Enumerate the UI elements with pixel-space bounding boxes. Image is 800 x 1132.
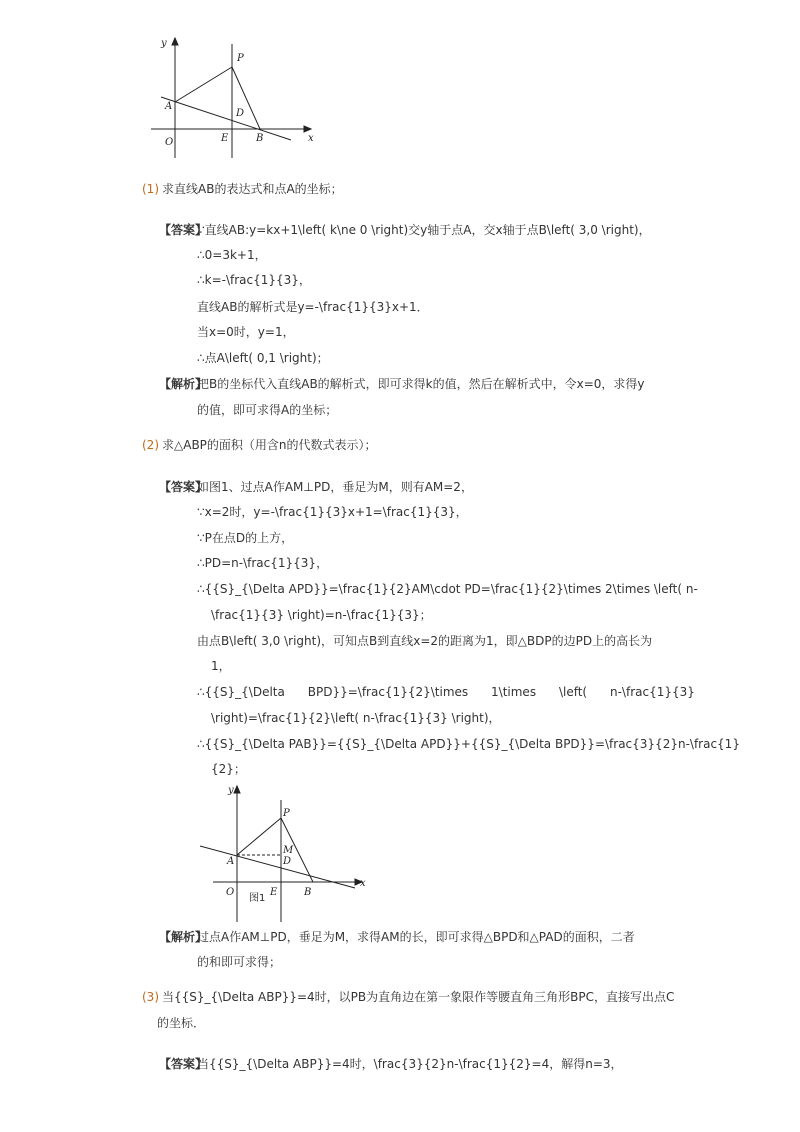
answer-line: ∴点A\left( 0,1 \right)； — [197, 351, 329, 365]
answer-line: 直线AB的解析式是y=-\frac{1}{3}x+1． — [197, 300, 429, 314]
label-o: O — [165, 137, 174, 148]
question-number: (2) — [142, 438, 159, 452]
question-text: 当{{S}_{\Delta ABP}}=4时，以PB为直角边在第一象限作等腰直角三角形BPC，直接写出点C — [162, 990, 675, 1004]
answer-line: ∴k=-\frac{1}{3}， — [197, 273, 311, 287]
label-a: A — [165, 101, 173, 112]
label-b: B — [304, 887, 312, 898]
analysis-line: 把B的坐标代入直线AB的解析式，即可求得k的值，然后在解析式中，令x=0，求得y — [197, 377, 645, 391]
analysis-label: 【解析】 — [159, 930, 208, 944]
x-axis-arrow — [304, 126, 311, 132]
question-2 — [142, 432, 377, 458]
answer-label: 【答案】 — [159, 223, 208, 237]
label-b: B — [256, 133, 264, 144]
analysis-line: 的和即可求得； — [197, 955, 282, 969]
label-y: y — [228, 785, 234, 796]
segment-ap — [237, 818, 281, 855]
answer-line: ∴PD=n-\frac{1}{3}， — [197, 556, 329, 570]
answer-line: \frac{1}{3} \right)=n-\frac{1}{3}； — [211, 608, 432, 622]
label-e: E — [221, 133, 229, 144]
question-number: (1) — [142, 182, 159, 196]
label-p: P — [237, 53, 244, 64]
answer-line: 当{{S}_{\Delta ABP}}=4时，\frac{3}{2}n-\frac{1}{2}=4，解得n=3， — [197, 1057, 623, 1071]
y-axis-arrow — [234, 786, 240, 793]
question-1 — [142, 176, 343, 202]
label-x: x — [308, 133, 314, 144]
answer-line: {2}； — [211, 762, 246, 776]
answer-line: 当x=0时，y=1， — [197, 325, 295, 339]
question-text-continued: 的坐标． — [157, 1016, 206, 1030]
figure-caption: 图1 — [249, 893, 266, 904]
answer-line: ∵直线AB:y=kx+1\left( k\ne 0 \right)交y轴于点A，交x轴于点B\left( 3,0 \right)， — [197, 223, 651, 237]
answer-line: ∵x=2时，y=-\frac{1}{3}x+1=\frac{1}{3}， — [197, 505, 468, 519]
answer-label: 【答案】 — [159, 480, 208, 494]
label-a: A — [227, 856, 235, 867]
answer-line: ∴{{S}_{\Delta APD}}=\frac{1}{2}AM\cdot PD=\frac{1}{2}\times 2\times \left( n- — [197, 582, 698, 596]
answer-line: 1， — [211, 659, 231, 673]
answer-line: ∴{{S}_{\Delta BPD}}=\frac{1}{2}\times 1\times \left( n-\frac{1}{3} — [197, 685, 695, 699]
answer-line: ∴{{S}_{\Delta PAB}}={{S}_{\Delta APD}}+{{S}_{\Delta BPD}}=\frac{3}{2}n-\frac{1} — [197, 737, 740, 751]
question-3 — [142, 984, 674, 1010]
label-d: D — [283, 856, 292, 867]
analysis-label: 【解析】 — [159, 377, 208, 391]
label-p: P — [283, 808, 290, 819]
question-number: (3) — [142, 990, 159, 1004]
label-o: O — [226, 887, 235, 898]
label-m: M — [283, 845, 294, 856]
figure-coordinate-top — [145, 34, 325, 162]
answer-line: ∵P在点D的上方， — [197, 531, 294, 545]
label-e: E — [270, 887, 278, 898]
question-text: 求△ABP的面积（用含n的代数式表示）； — [162, 438, 377, 452]
answer-label: 【答案】 — [159, 1057, 208, 1071]
question-text: 求直线AB的表达式和点A的坐标； — [162, 182, 343, 196]
analysis-line: 过点A作AM⊥PD，垂足为M，求得AM的长，即可求得△BPD和△PAD的面积，二者 — [197, 930, 635, 944]
answer-line: ∴0=3k+1， — [197, 248, 267, 262]
segment-pb — [232, 67, 260, 129]
label-d: D — [236, 108, 245, 119]
figure-1 — [195, 780, 375, 925]
analysis-line: 的值，即可求得A的坐标； — [197, 403, 338, 417]
answer-line: 如图1、过点A作AM⊥PD，垂足为M，则有AM=2， — [197, 480, 473, 494]
answer-line: 由点B\left( 3,0 \right)，可知点B到直线x=2的距离为1，即△BDP的边PD上的高长为 — [197, 634, 653, 648]
answer-line: \right)=\frac{1}{2}\left( n-\frac{1}{3} \right)， — [211, 711, 501, 725]
segment-ap — [175, 67, 232, 102]
y-axis-arrow — [172, 38, 178, 45]
label-y: y — [161, 38, 167, 49]
label-x: x — [360, 878, 366, 889]
